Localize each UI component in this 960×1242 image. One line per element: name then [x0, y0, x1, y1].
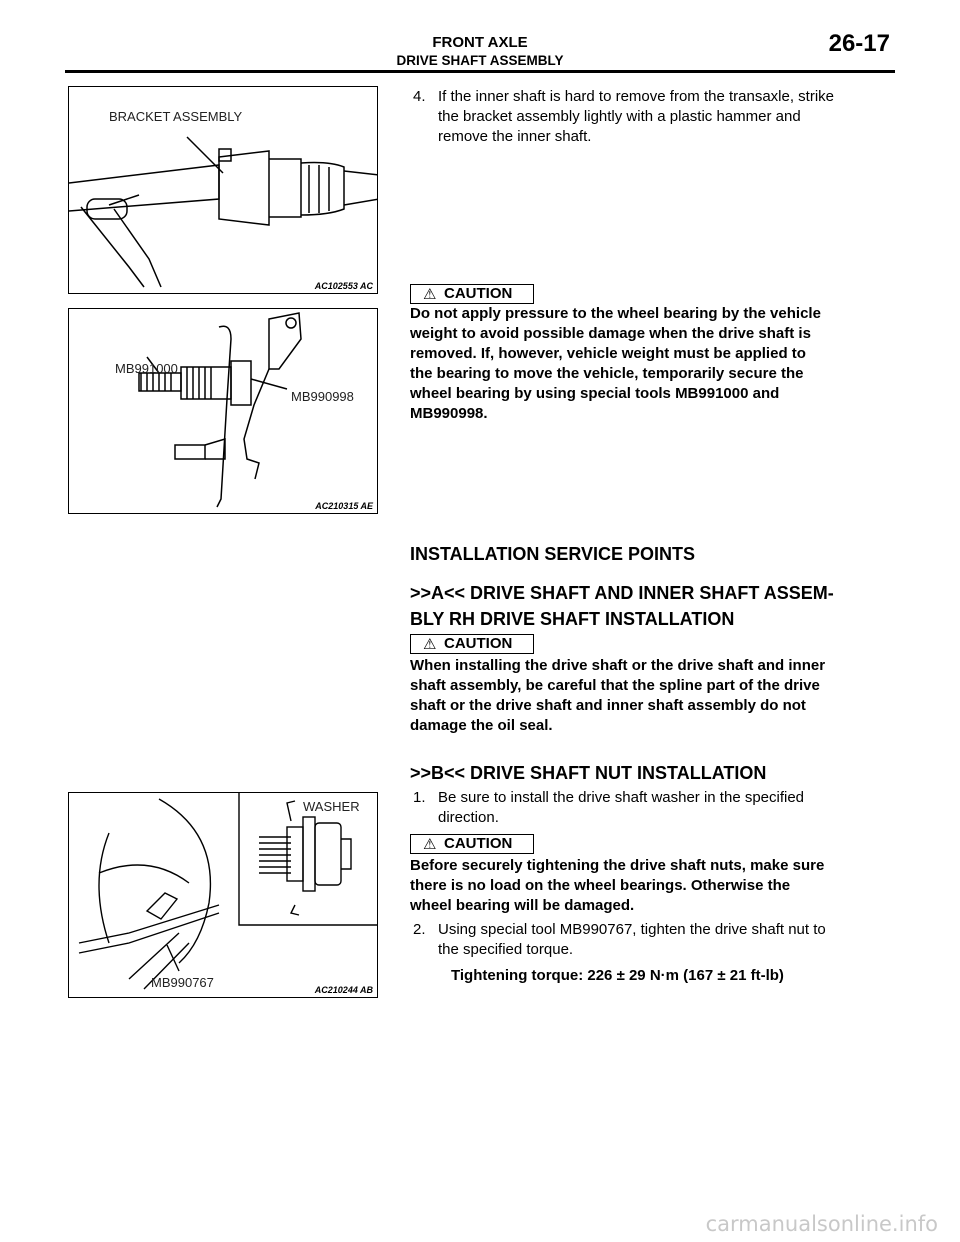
- drive-shaft-nut-illustration: [69, 793, 378, 998]
- step-b-1-line-2: direction.: [438, 809, 499, 826]
- caution-2-line: damage the oil seal.: [410, 717, 553, 734]
- figure-bracket-assembly: [68, 86, 378, 294]
- step-4-line-3: remove the inner shaft.: [438, 128, 592, 145]
- page-number: 26-17: [828, 30, 890, 57]
- section-b-heading: >>B<< DRIVE SHAFT NUT INSTALLATION: [410, 763, 767, 783]
- subsection-title: DRIVE SHAFT ASSEMBLY: [396, 53, 564, 68]
- caution-1-line: the bearing to move the vehicle, temporarily secure the: [410, 365, 804, 382]
- caution-3-line: wheel bearing will be damaged.: [410, 897, 635, 914]
- caution-2-line: shaft assembly, be careful that the spline part of the drive: [410, 677, 820, 694]
- caution-2-line: When installing the drive shaft or the drive shaft and inner: [410, 657, 826, 674]
- figure-special-tools: [68, 308, 378, 514]
- section-a-line-2: BLY RH DRIVE SHAFT INSTALLATION: [410, 609, 735, 629]
- special-tools-illustration: [69, 309, 378, 514]
- step-4-line-2: the bracket assembly lightly with a plastic hammer and: [438, 108, 801, 125]
- warning-triangle-icon: ⚠: [423, 286, 437, 303]
- step-b-1-line-1: Be sure to install the drive shaft washer in the specified: [438, 789, 805, 806]
- figure-id: AC210315 AE: [315, 501, 373, 511]
- figure-label-bracket-assembly: BRACKET ASSEMBLY: [109, 109, 243, 124]
- figure-label-mb991000: MB991000: [115, 361, 178, 376]
- step-4-line-1: If the inner shaft is hard to remove from the transaxle, strike: [438, 88, 835, 105]
- caution-3-text: [410, 856, 910, 916]
- caution-2-text: [410, 656, 910, 736]
- caution-1-line: Do not apply pressure to the wheel bearing by the vehicle: [410, 305, 821, 322]
- section-a-heading: [410, 580, 910, 632]
- figure-drive-shaft-nut: [68, 792, 378, 998]
- step-number: 1.: [413, 789, 426, 806]
- warning-triangle-icon: ⚠: [423, 836, 437, 853]
- caution-1-text: [410, 304, 910, 424]
- figure-label-mb990767: MB990767: [151, 975, 214, 990]
- caution-box: [410, 284, 534, 304]
- step-b-1: [413, 788, 903, 828]
- caution-3-line: there is no load on the wheel bearings. Otherwise the: [410, 877, 791, 894]
- caution-1-line: removed. If, however, vehicle weight must be applied to: [410, 345, 806, 362]
- caution-label: CAUTION: [444, 285, 513, 302]
- caution-2-line: shaft or the drive shaft and inner shaft assembly do not: [410, 697, 806, 714]
- caution-label: CAUTION: [444, 835, 513, 852]
- caution-1-line: weight to avoid possible damage when the drive shaft is: [410, 325, 811, 342]
- figure-label-mb990998: MB990998: [291, 389, 354, 404]
- step-number: 4.: [413, 88, 426, 105]
- caution-box: [410, 634, 534, 654]
- figure-id: AC210244 AB: [314, 985, 373, 995]
- figure-label-washer: WASHER: [303, 799, 360, 814]
- section-a-line-1: >>A<< DRIVE SHAFT AND INNER SHAFT ASSEM-: [410, 583, 834, 603]
- footer-watermark[interactable]: carmanualsonline.info: [705, 1212, 938, 1236]
- warning-triangle-icon: ⚠: [423, 636, 437, 653]
- caution-1-line: wheel bearing by using special tools MB991000 and: [410, 385, 780, 402]
- caution-label: CAUTION: [444, 635, 513, 652]
- caution-1-line: MB990998.: [410, 405, 488, 422]
- step-number: 2.: [413, 921, 426, 938]
- figure-id: AC102553 AC: [314, 281, 373, 291]
- step-b-2: [413, 920, 903, 960]
- step-b-2-line-1: Using special tool MB990767, tighten the drive shaft nut to: [438, 921, 826, 938]
- installation-heading: INSTALLATION SERVICE POINTS: [410, 544, 696, 564]
- caution-3-line: Before securely tightening the drive shaft nuts, make sure: [410, 857, 825, 874]
- step-b-2-line-2: the specified torque.: [438, 941, 574, 958]
- torque-spec: Tightening torque: 226 ± 29 N·m (167 ± 21 ft-lb): [451, 967, 784, 984]
- step-4: [413, 87, 903, 147]
- section-title: FRONT AXLE: [432, 34, 528, 51]
- header-rule: [65, 70, 895, 73]
- caution-box: [410, 834, 534, 854]
